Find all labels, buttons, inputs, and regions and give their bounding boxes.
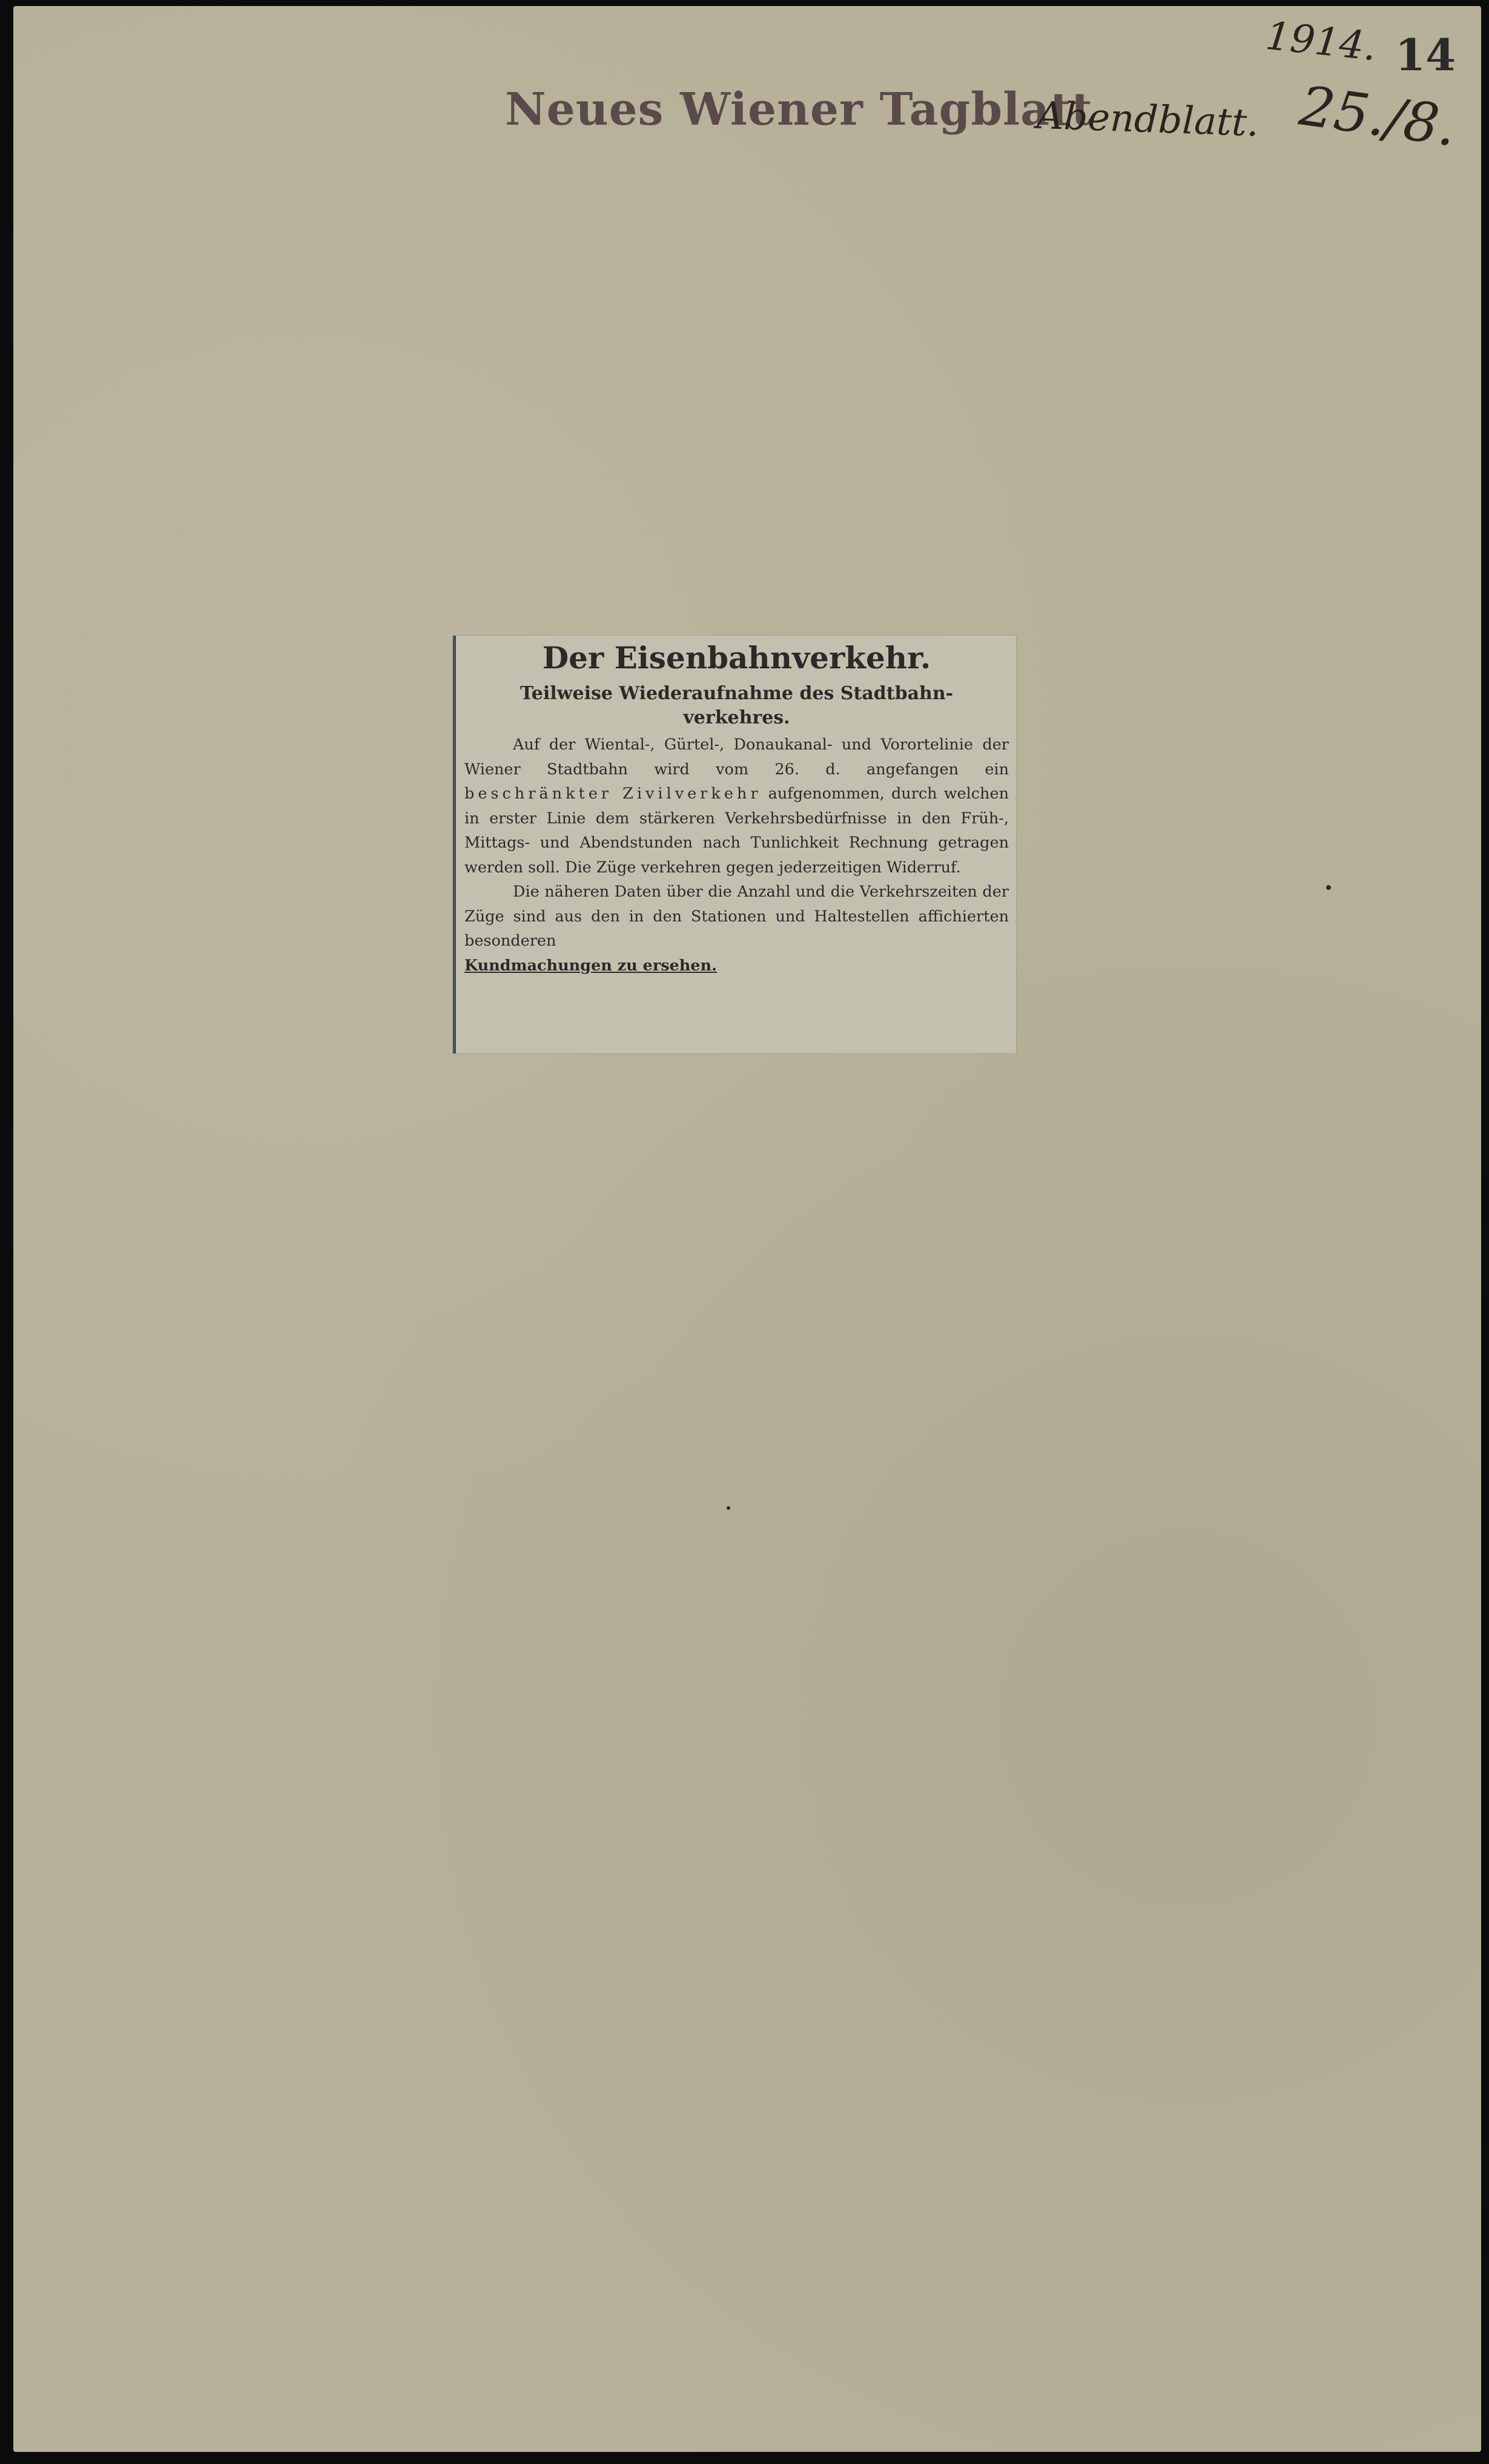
clipping-paragraph-2: Die näheren Daten über die Anzahl und die Verkehrszeiten der Züge sind aus den in den Stationen und Haltestellen affichierten besonderen	[464, 883, 1009, 950]
handwritten-edition: Abendblatt.	[1035, 93, 1260, 145]
handwritten-date: 25./8.	[1295, 74, 1461, 159]
newspaper-stamp: Neues Wiener Tagblatt	[505, 84, 1093, 136]
clipping-subheadline: Teilweise Wiederaufnahme des Stadtbahn- verkehres.	[520, 683, 954, 728]
clipping-headline: Der Eisenbahnverkehr.	[542, 640, 931, 676]
paper-speck	[1326, 885, 1331, 890]
paper-speck	[727, 1506, 730, 1510]
clipping-paragraph-1-spaced: beschränkter Zivilverkehr	[464, 785, 762, 803]
handwritten-year: 1914.	[1263, 13, 1379, 70]
clipping-closing-line: Kundmachungen zu ersehen.	[464, 956, 717, 975]
page-number: 14	[1395, 29, 1456, 81]
newspaper-clipping	[453, 636, 1016, 1053]
clipping-paragraph-1-part-a: Auf der Wiental-, Gürtel-, Donaukanal- und Vorortelinie der Wiener Stadtbahn wird vom 26. d. angefangen ein	[464, 736, 1009, 779]
clipping-paragraph-1	[464, 733, 1009, 880]
archive-sheet	[13, 6, 1481, 2452]
clipping-paragraph-1-part-b: aufgenommen, durch welchen in erster Linie dem stärkeren Verkehrsbedürfnisse in den Früh-, Mittags- und Abendstunden nach Tunlichkeit Rechnung getragen werden soll. Die Züge verkehren gegen jederzeitigen Widerruf.	[464, 785, 1009, 877]
